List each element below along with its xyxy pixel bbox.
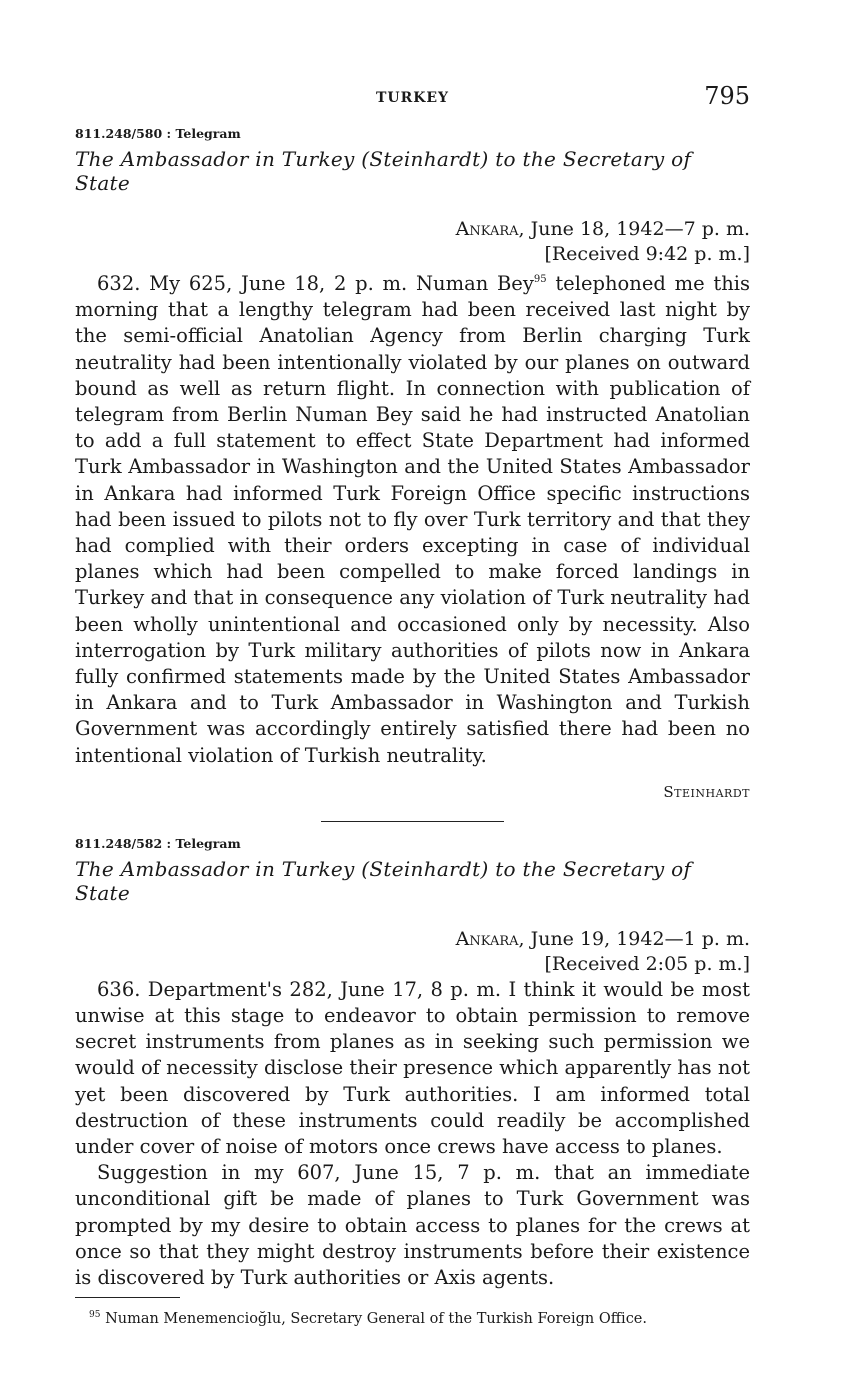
footnote bbox=[75, 1310, 750, 1327]
file-reference: 811.248/582 : Telegram bbox=[75, 835, 241, 851]
telegram-580 bbox=[75, 126, 750, 801]
running-head: TURKEY bbox=[375, 90, 450, 106]
dateline-date: June 19, 1942—1 p. m. bbox=[524, 927, 750, 950]
received-note: [Received 9:42 p. m.] bbox=[544, 243, 750, 265]
dateline bbox=[75, 217, 750, 242]
document-title: The Ambassador in Turkey (Steinhardt) to the Secretary of State bbox=[75, 147, 692, 195]
footnote-rule bbox=[75, 1297, 180, 1298]
file-reference: 811.248/580 : Telegram bbox=[75, 126, 241, 141]
dateline-place: Ankara, bbox=[455, 218, 525, 240]
document-title: The Ambassador in Turkey (Steinhardt) to the Secretary of State bbox=[75, 856, 692, 905]
footnote-reference[interactable]: 95 bbox=[533, 274, 547, 285]
dateline-date: June 18, 1942—7 p. m. bbox=[524, 218, 750, 240]
received-note: [Received 2:05 p. m.] bbox=[544, 952, 750, 975]
page-number: 795 bbox=[704, 82, 750, 110]
page-header bbox=[75, 82, 750, 116]
signature: Steinhardt bbox=[663, 782, 750, 801]
paragraph-start: 632. My 625, June 18, 2 p. m. Numan Bey bbox=[97, 272, 534, 295]
dateline bbox=[75, 927, 750, 952]
section-divider bbox=[321, 821, 504, 822]
footnote-marker: 95 bbox=[89, 1310, 101, 1321]
body-paragraph bbox=[75, 267, 750, 769]
telegram-582 bbox=[75, 836, 750, 1291]
document-page bbox=[75, 82, 750, 1327]
body-paragraph: 636. Department's 282, June 17, 8 p. m. I think it would be most unwise at this stage to endeavor to obtain permission to remove secret instruments from planes as in seeking such permission we would of necessity disclose their presence which apparently has not yet been discovered by Turk authorities. I am informed total destruction of these instruments could readily be accomplished under cover of noise of motors once crews have access to planes. bbox=[75, 977, 750, 1159]
footnote-text: Numan Menemencioğlu, Secretary General of the Turkish Foreign Office. bbox=[105, 1311, 647, 1328]
dateline-place: Ankara, bbox=[455, 927, 525, 950]
body-paragraph: Suggestion in my 607, June 15, 7 p. m. that an immediate unconditional gift be made of planes to Turk Government was prompted by my desire to obtain access to planes for the crews at once so that they might destroy instruments before their existence is discovered by Turk authorities or Axis agents. bbox=[75, 1161, 750, 1290]
paragraph-rest: telephoned me this morning that a lengthy telegram had been received last night by the semi-official Anatolian Agency from Berlin charging Turk neutrality had been intentionally violated by our planes on outward bound as well as return flight. In connection with publication of telegram from Berlin Numan Bey said he had instructed Anatolian to add a full statement to effect State Department had informed Turk Ambassador in Washington and the United States Ambassador in Ankara had informed Turk Foreign Office specific instructions had been issued to pilots not to fly over Turk territory and that they had complied with their orders excepting in case of individual planes which had been compelled to make forced landings in Turkey and that in consequence any violation of Turk neutrality had been wholly unintentional and occasioned only by necessity. Also interrogation by Turk military authorities of pilots now in Ankara fully confirmed statements made by the United States Ambassador in Ankara and to Turk Ambassador in Washington and Turkish Government was accordingly entirely satisfied there had been no intentional violation of Turkish neutrality. bbox=[75, 272, 750, 767]
